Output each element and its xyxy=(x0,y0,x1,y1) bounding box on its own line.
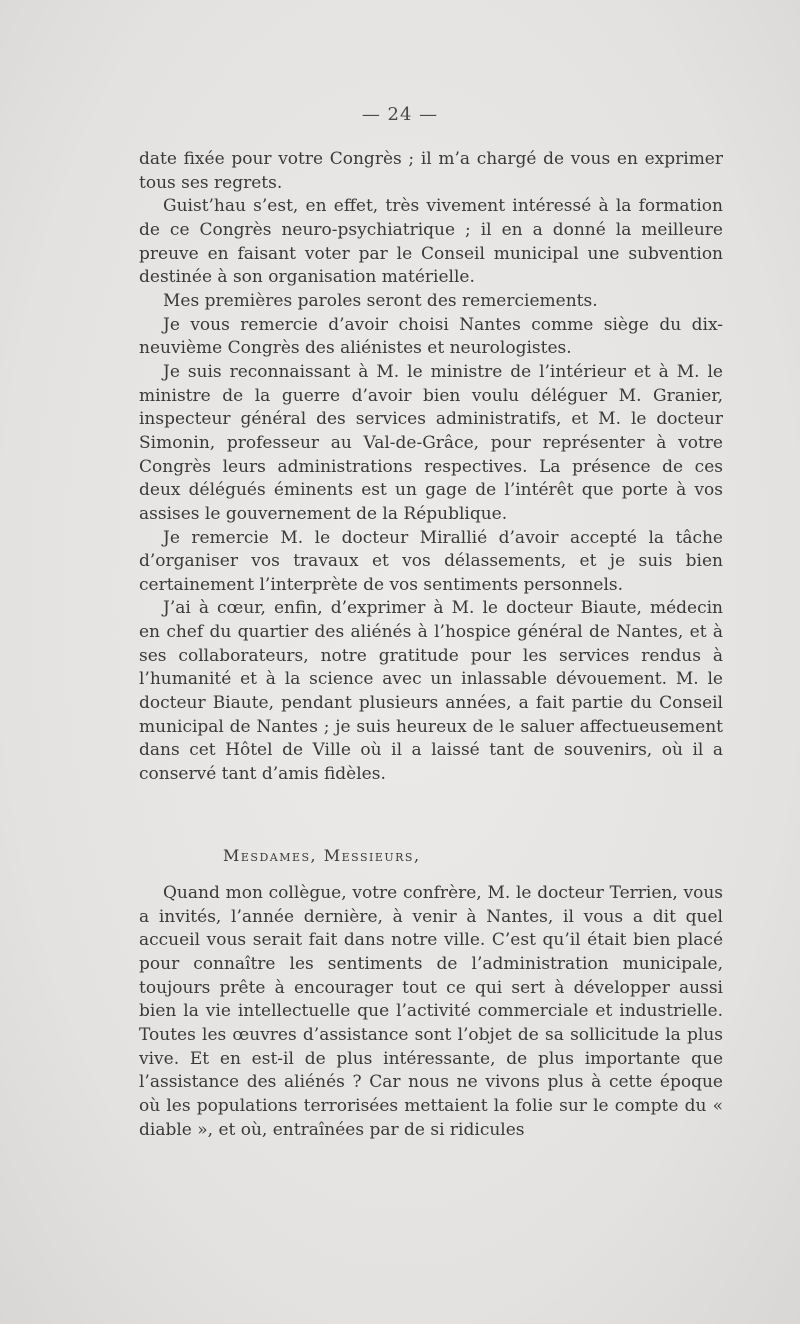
page-number: — 24 — xyxy=(361,104,439,125)
paragraph: Je suis reconnaissant à M. le ministre de l’intérieur et à M. le ministre de la guerre d’avoir bien voulu déléguer M. Granier, inspecteur général des services administratifs, et M. le docteur Simonin, professeur au Val-de-Grâce, pour représenter à votre Congrès leurs administrations respectives. La présence de ces deux délégués éminents est un gage de l’intérêt que porte à vos assises le gouvernement de la République. xyxy=(139,361,723,524)
text-block-top xyxy=(139,148,723,787)
paragraph: Je remercie M. le docteur Mirallié d’avoir accepté la tâche d’organiser vos travaux et vos délassements, et je suis bien certainement l’interprète de vos sentiments personnels. xyxy=(139,527,723,595)
paragraph: date fixée pour votre Congrès ; il m’a chargé de vous en exprimer tous ses regrets. xyxy=(139,149,723,193)
paragraph: J’ai à cœur, enfin, d’exprimer à M. le docteur Biaute, médecin en chef du quartier des aliénés à l’hospice général de Nantes, et à ses collaborateurs, notre gratitude pour les services rendus à l’humanité et à la science avec un inlassable dévouement. M. le docteur Biaute, pendant plusieurs années, a fait partie du Conseil municipal de Nantes ; je suis heureux de le saluer affectueusement dans cet Hôtel de Ville où il a laissé tant de souvenirs, où il a conservé tant d’amis fidèles. xyxy=(139,598,723,785)
paragraph: Quand mon collègue, votre confrère, M. le docteur Terrien, vous a invités, l’année dernière, à venir à Nantes, il vous a dit quel accueil vous serait fait dans notre ville. C’est qu’il était bien placé pour connaître les sentiments de l’administration municipale, toujours prête à encourager tout ce qui sert à développer aussi bien la vie intellectuelle que l’activité commerciale et industrielle. Toutes les œuvres d’assistance sont l’objet de sa sollicitude la plus vive. Et en est-il de plus intéressante, de plus importante que l’assistance des aliénés ? Car nous ne vivons plus à cette époque où les populations terrorisées mettaient la folie sur le compte du « diable », et où, entraînées par de si ridicules xyxy=(139,883,723,1140)
text-block-bottom xyxy=(139,882,723,1142)
salutation-heading: Mesdames, Messieurs, xyxy=(223,846,421,865)
paragraph: Je vous remercie d’avoir choisi Nantes comme siège du dix-neuvième Congrès des aliénistes et neurologistes. xyxy=(139,314,723,359)
paragraph: Mes premières paroles seront des remerciements. xyxy=(163,290,598,311)
paragraph: Guist’hau s’est, en effet, très vivement intéressé à la formation de ce Congrès neuro-psychiatrique ; il en a donné la meilleure preuve en faisant voter par le Conseil municipal une subvention destinée à son organisation matérielle. xyxy=(139,196,723,288)
